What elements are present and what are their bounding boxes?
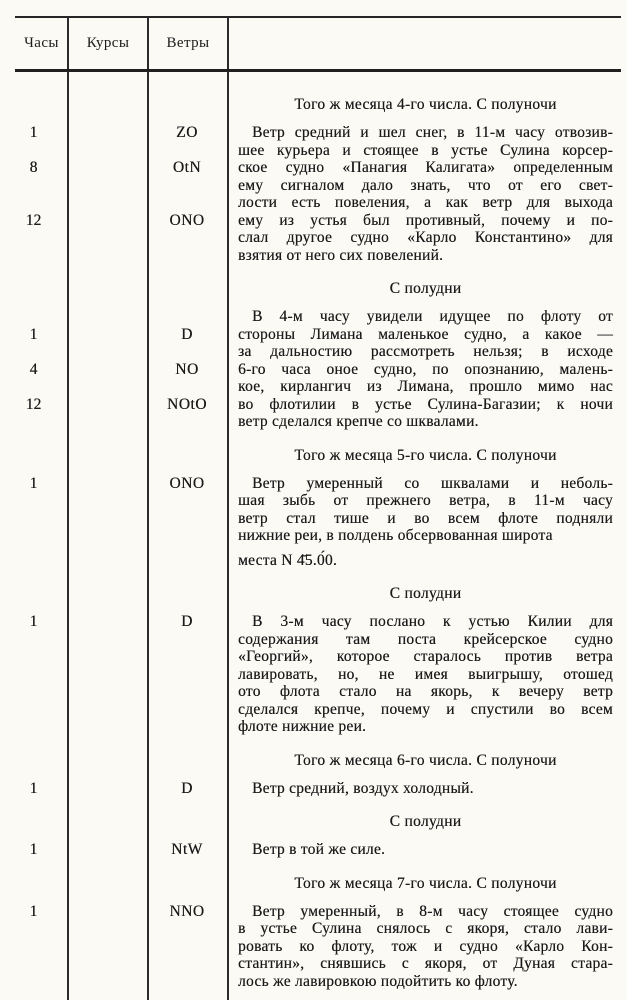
log-section (0, 96, 627, 264)
log-section (0, 813, 627, 859)
text-line: Ветр умеренный, в 8-м часу стоящее судно (252, 902, 613, 920)
text-line: ветр стал тише и во всем флоте подняли (238, 509, 613, 527)
hour-value: 1 (29, 326, 38, 343)
text-line: взятия от него сих повелений. (238, 246, 444, 264)
section-heading: Того ж месяца 6-го числа. С полуночи (294, 751, 557, 769)
log-paragraph (238, 780, 613, 798)
text-line: шая зыбь от прежнего ветра, в 11-м часу (238, 492, 613, 509)
column-header-winds: Ветры (166, 35, 210, 51)
log-section (0, 585, 627, 736)
text-line: ему из устья был противный, почему и по- (238, 211, 613, 229)
text-line: лось же лавировкою подойтить ко флоту. (238, 972, 518, 990)
log-section (0, 752, 627, 798)
text-line: ему сигналом дало знать, что от его свет- (238, 176, 613, 194)
hour-value: 4 (29, 361, 38, 378)
text-line: ото флота стало на якорь, к вечеру ветр (238, 683, 613, 700)
wind-value: NOtO (167, 396, 207, 413)
hour-value: 8 (29, 159, 38, 176)
log-section (0, 875, 627, 991)
hour-value: 1 (29, 779, 38, 797)
hour-value: 1 (29, 613, 38, 630)
hour-value: 1 (29, 902, 38, 920)
text-line: Ветр в той же силе. (252, 841, 386, 858)
hour-value: 1 (29, 124, 38, 141)
column-header-hours: Часы (24, 35, 59, 51)
text-line: стантин», снявшись с якоря, от Дуная стара- (238, 955, 613, 972)
text-line: слал другое судно «Карло Константино» для (238, 229, 613, 246)
wind-value: D (181, 613, 193, 630)
column-header-courses: Курсы (86, 35, 130, 51)
text-line: кое, кирлангич из Лимана, прошло мимо нас (238, 378, 613, 395)
table-body (0, 72, 627, 1000)
column-divider-2 (147, 18, 149, 69)
section-heading: С полудни (389, 280, 462, 297)
text-line: Ветр средний и шел снег, в 11-м часу отвозив- (252, 124, 613, 141)
log-paragraph (238, 475, 613, 545)
log-paragraph (238, 841, 613, 859)
log-paragraph (238, 613, 613, 736)
text-line: ровать ко флоту, тож и судно «Карло Кон- (238, 937, 613, 955)
text-line: содержания там поста крейсерское судно (238, 630, 613, 648)
text-line: Ветр умеренный со шквалами и неболь- (252, 474, 613, 492)
wind-value: D (181, 326, 193, 343)
hour-value: 1 (29, 474, 38, 492)
hour-value: 12 (25, 212, 42, 229)
section-heading: Того ж месяца 5-го числа. С полуночи (294, 446, 557, 464)
hour-value: 12 (25, 396, 42, 413)
text-line: В 3-м часу послано к устью Килии для (252, 613, 613, 630)
wind-value: D (181, 779, 193, 797)
text-line: 6-го часа оное судно, по опознанию, малень- (238, 360, 613, 378)
log-section (0, 280, 627, 431)
wind-value: NO (175, 361, 199, 378)
text-line: в устье Сулина снялось с якоря, стало лави- (238, 920, 613, 937)
column-divider-3 (227, 18, 229, 69)
log-section (0, 447, 627, 570)
text-line: лости есть повеления, а как ветр для выхода (238, 194, 613, 211)
wind-value: OtN (172, 159, 202, 176)
text-line: шее курьера и стоящее в устье Сулина корсер- (238, 141, 613, 159)
text-line: стороны Лимана маленькое судно, а какое — (238, 325, 613, 343)
log-paragraph (238, 124, 613, 264)
hour-value: 1 (29, 841, 38, 858)
section-heading: Того ж месяца 4-го числа. С полуночи (294, 96, 557, 113)
wind-value: NNO (169, 902, 205, 920)
text-line: ветр сделался крепче со шквалами. (238, 413, 479, 430)
wind-value: NtW (171, 841, 203, 858)
section-heading: Того ж месяца 7-го числа. С полуночи (294, 874, 557, 892)
text-line: сделался крепче, почему и спустили во всем (238, 700, 613, 718)
text-line: флоте нижние реи. (238, 718, 367, 735)
section-heading: С полудни (389, 585, 462, 602)
text-line: Ветр средний, воздух холодный. (252, 779, 474, 797)
text-line: нижние реи, в полдень обсервованная широта (238, 527, 553, 544)
text-line: ское судно «Панагия Калигата» определенным (238, 159, 613, 176)
column-divider-1 (67, 18, 69, 69)
log-paragraph (238, 903, 613, 991)
text-line: В 4-м часу увидели идущее по флоту от (252, 308, 613, 325)
log-paragraph (238, 552, 613, 570)
log-sections (0, 96, 627, 990)
log-paragraph (238, 308, 613, 431)
text-line: «Георгий», которое старалось против ветра (238, 648, 613, 665)
text-line: за дальностию рассмотреть нельзя; в исходе (238, 343, 613, 360)
text-line: лавировать, но, не имея выигрышу, отошед (238, 665, 613, 683)
wind-value: ZO (176, 124, 198, 141)
table-header-row (0, 18, 627, 69)
wind-value: ONO (169, 212, 205, 229)
text-line: во флотилии в устье Сулина-Багазии; к ночи (238, 395, 613, 413)
wind-value: ONO (169, 474, 205, 492)
section-heading: С полудни (389, 813, 462, 830)
text-line: места N 4̆5.0́0. (238, 551, 337, 569)
